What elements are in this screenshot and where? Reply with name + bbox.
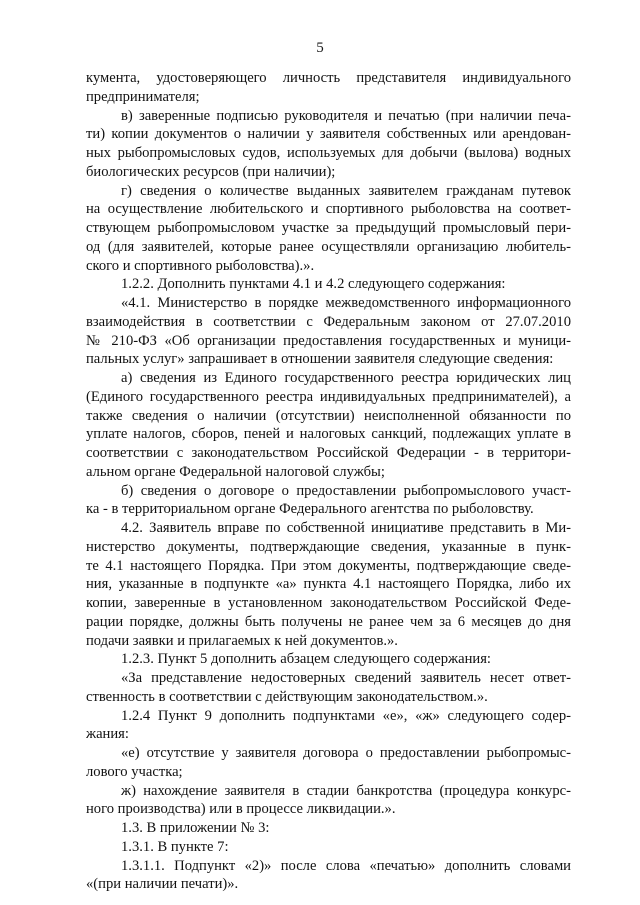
text-line: ж) нахождение заявителя в стадии банкротства (процедура конкурс- [121,782,571,799]
page-number: 5 [316,40,324,56]
text-line: лового участка; [86,763,183,780]
text-line: ного производства) или в процессе ликвидации.». [86,801,396,818]
text-line: 1.2.4 Пункт 9 дополнить подпунктами «е», «ж» следующего содер- [121,707,571,724]
text-line: 1.2.3. Пункт 5 дополнить абзацем следующего содержания: [121,651,491,668]
text-line: кумента, удостоверяющего личность представителя индивидуального [86,70,571,86]
text-line: пальных услуг» запрашивает в отношении заявителя следующие сведения: [86,351,554,368]
text-line: копии, заверенные в установленном законодательством Российской Феде- [86,595,571,611]
text-line: альном органе Федеральной налоговой службы; [86,463,385,480]
text-line: ных рыбопромысловых судов, используемых для добычи (вылова) водных [86,145,571,161]
document-body [86,69,571,894]
text-line: ти) копии документов о наличии у заявителя собственных или арендован- [86,126,571,143]
text-line: ского и спортивного рыболовства).». [86,257,315,274]
text-line: «За представление недостоверных сведений заявитель несет ответ- [121,670,571,686]
text-line: на осуществление любительского и спортивного рыболовства на соответ- [86,201,571,218]
text-line: «е) отсутствие у заявителя договора о предоставлении рыбопромыс- [121,745,571,761]
text-line: 1.3.1.1. Подпункт «2)» после слова «печатью» дополнить словами [121,857,571,874]
text-line: рации порядке, должны быть получены не ранее чем за 6 месяцев до дня [86,613,571,630]
text-line: нистерство документы, подтверждающие сведения, указанные в пунк- [86,538,571,555]
text-line: те 4.1 настоящего Порядка. При этом документы, подтверждающие сведе- [86,557,571,574]
text-line: ственность в соответствии с действующим законодательством.». [86,688,488,705]
text-line: 4.2. Заявитель вправе по собственной инициативе представить в Ми- [121,520,571,536]
text-line: ния, указанные в подпункте «а» пункта 4.1 настоящего Порядка, либо их [86,576,571,593]
text-line: 1.3. В приложении № 3: [121,820,270,836]
text-line: «(при наличии печати)». [86,876,239,893]
text-line: № 210-ФЗ «Об организации предоставления государственных и муници- [86,332,571,349]
text-line: «4.1. Министерство в порядке межведомственного информационного [121,295,571,311]
text-line: в) заверенные подписью руководителя и печатью (при наличии печа- [121,107,571,124]
text-line: ствующем рыбопромысловом участке за предыдущий промысловый пери- [86,220,571,236]
text-line: уплате налогов, сборов, пеней и налоговых санкций, подлежащих уплате в [86,426,571,443]
text-line: 1.2.2. Дополнить пунктами 4.1 и 4.2 следующего содержания: [121,276,506,293]
text-line: б) сведения о договоре о предоставлении рыбопромыслового участ- [121,482,571,499]
text-line: (Единого государственного реестра индивидуальных предпринимателей), а [86,388,571,405]
text-line: ка - в территориальном органе Федерального агентства по рыболовству. [86,501,534,518]
text-line: соответствии с законодательством Российской Федерации - в территори- [86,445,571,461]
text-line: а) сведения из Единого государственного реестра юридических лиц [121,370,571,386]
text-line: предпринимателя; [86,88,200,105]
text-line: также сведения о наличии (отсутствии) неисполненной обязанности по [86,407,571,424]
text-line: подачи заявки и прилагаемых к ней документов.». [86,632,398,649]
text-line: взаимодействия в соответствии с Федеральным законом от 27.07.2010 [86,313,571,330]
text-line: 1.3.1. В пункте 7: [121,838,229,855]
text-line: биологических ресурсов (при наличии); [86,163,336,180]
text-line: од (для заявителей, которые ранее осуществляли организацию любитель- [86,238,571,255]
text-line: жания: [86,726,129,743]
text-line: г) сведения о количестве выданных заявителем гражданам путевок [121,182,571,199]
